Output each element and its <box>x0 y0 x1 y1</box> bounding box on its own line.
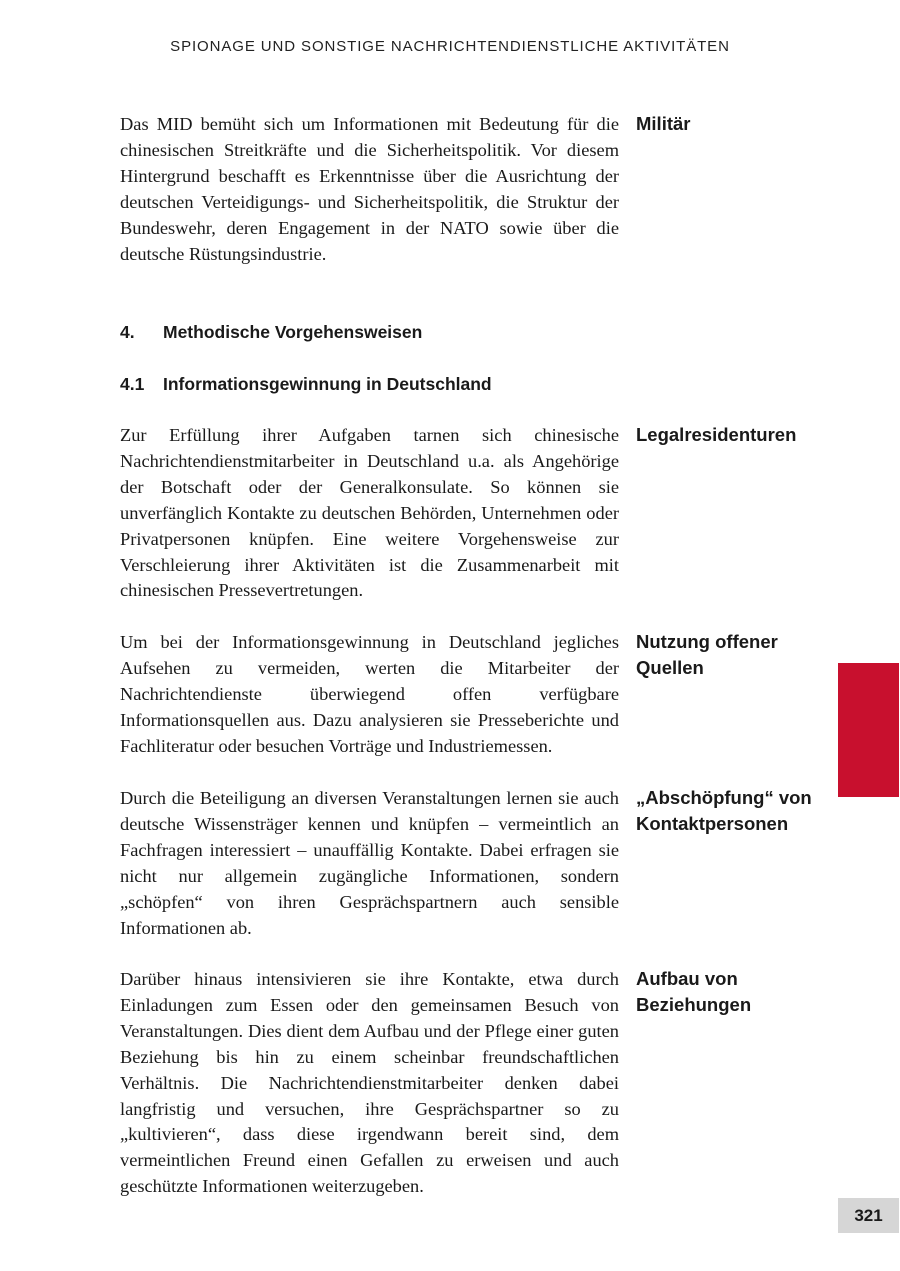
margin-label-aufbau-von-beziehungen: Aufbau von Beziehungen <box>636 968 752 1015</box>
subsection-heading <box>120 372 492 396</box>
section-number: 4. <box>120 322 135 342</box>
subsection-number: 4.1 <box>120 374 145 394</box>
page-number: 321 <box>838 1198 899 1233</box>
margin-label-legalresidenturen: Legalresidenturen <box>636 424 797 445</box>
paragraph-aufbau-von-beziehungen: Darüber hinaus intensivieren sie ihre Kontakte, etwa durch Einladungen zum Essen oder den gemeinsamen Besuch von Veranstaltungen. Dies dient dem Aufbau und der Pflege einer guten Beziehung bis hin zu einem scheinbar freundschaftlichen Verhältnis. Die Nachrichtendienstmitarbeiter denken dabei langfristig und versuchen, ihre Gesprächspartner so zu „kultivieren“, dass diese irgendwann bereit sind, dem vermeintlichen Freund einen Gefallen zu erweisen und auch geschützte Informationen weiterzugeben. <box>120 969 619 1197</box>
subsection-title: Informationsgewinnung in Deutschland <box>163 374 492 394</box>
section-title: Methodische Vorgehensweisen <box>163 322 423 342</box>
paragraph-militaer: Das MID bemüht sich um Informationen mit Bedeutung für die chinesischen Streitkräfte und die Sicherheitspolitik. Vor diesem Hintergrund beschafft es Erkenntnisse über die Ausrichtung der deutschen Verteidigungs- und Sicherheitspolitik, die Struktur der Bundeswehr, deren Engagement in der NATO sowie über die deutsche Rüstungsindustrie. <box>120 114 619 264</box>
paragraph-legalresidenturen: Zur Erfüllung ihrer Aufgaben tarnen sich chinesische Nachrichtendienstmitarbeiter in Deutschland u.a. als Angehörige der Botschaft oder der Generalkonsulate. So können sie unverfänglich Kontakte zu deutschen Behörden, Unternehmen oder Privatpersonen knüpfen. Eine weitere Vorgehensweise zur Verschleierung ihrer Aktivitäten ist die Zusammenarbeit mit chinesischen Pressevertretungen. <box>120 425 619 601</box>
section-heading <box>120 320 422 344</box>
margin-label-abschoepfung: „Abschöpfung“ von Kontaktpersonen <box>636 787 812 834</box>
running-header: SPIONAGE UND SONSTIGE NACHRICHTENDIENSTLICHE AKTIVITÄTEN <box>170 38 730 55</box>
margin-label-nutzung-offener-quellen: Nutzung offener Quellen <box>636 631 778 678</box>
chapter-thumb-tab <box>838 663 899 797</box>
paragraph-nutzung-offener-quellen: Um bei der Informationsgewinnung in Deutschland jegliches Aufsehen zu vermeiden, werten die Mitarbeiter der Nachrichtendienste überwiegend offen verfügbare Informationsquellen aus. Dazu analysieren sie Presseberichte und Fachliteratur oder besuchen Vorträge und Industriemessen. <box>120 632 619 756</box>
paragraph-abschoepfung: Durch die Beteiligung an diversen Veranstaltungen lernen sie auch deutsche Wissensträger kennen und knüpfen – vermeintlich an Fachfragen interessiert – unauffällig Kontakte. Dabei erfragen sie nicht nur allgemein zugängliche Informationen, sondern „schöpfen“ von ihren Gesprächspartnern auch sensible Informationen ab. <box>120 788 619 938</box>
margin-label-militaer: Militär <box>636 113 691 134</box>
